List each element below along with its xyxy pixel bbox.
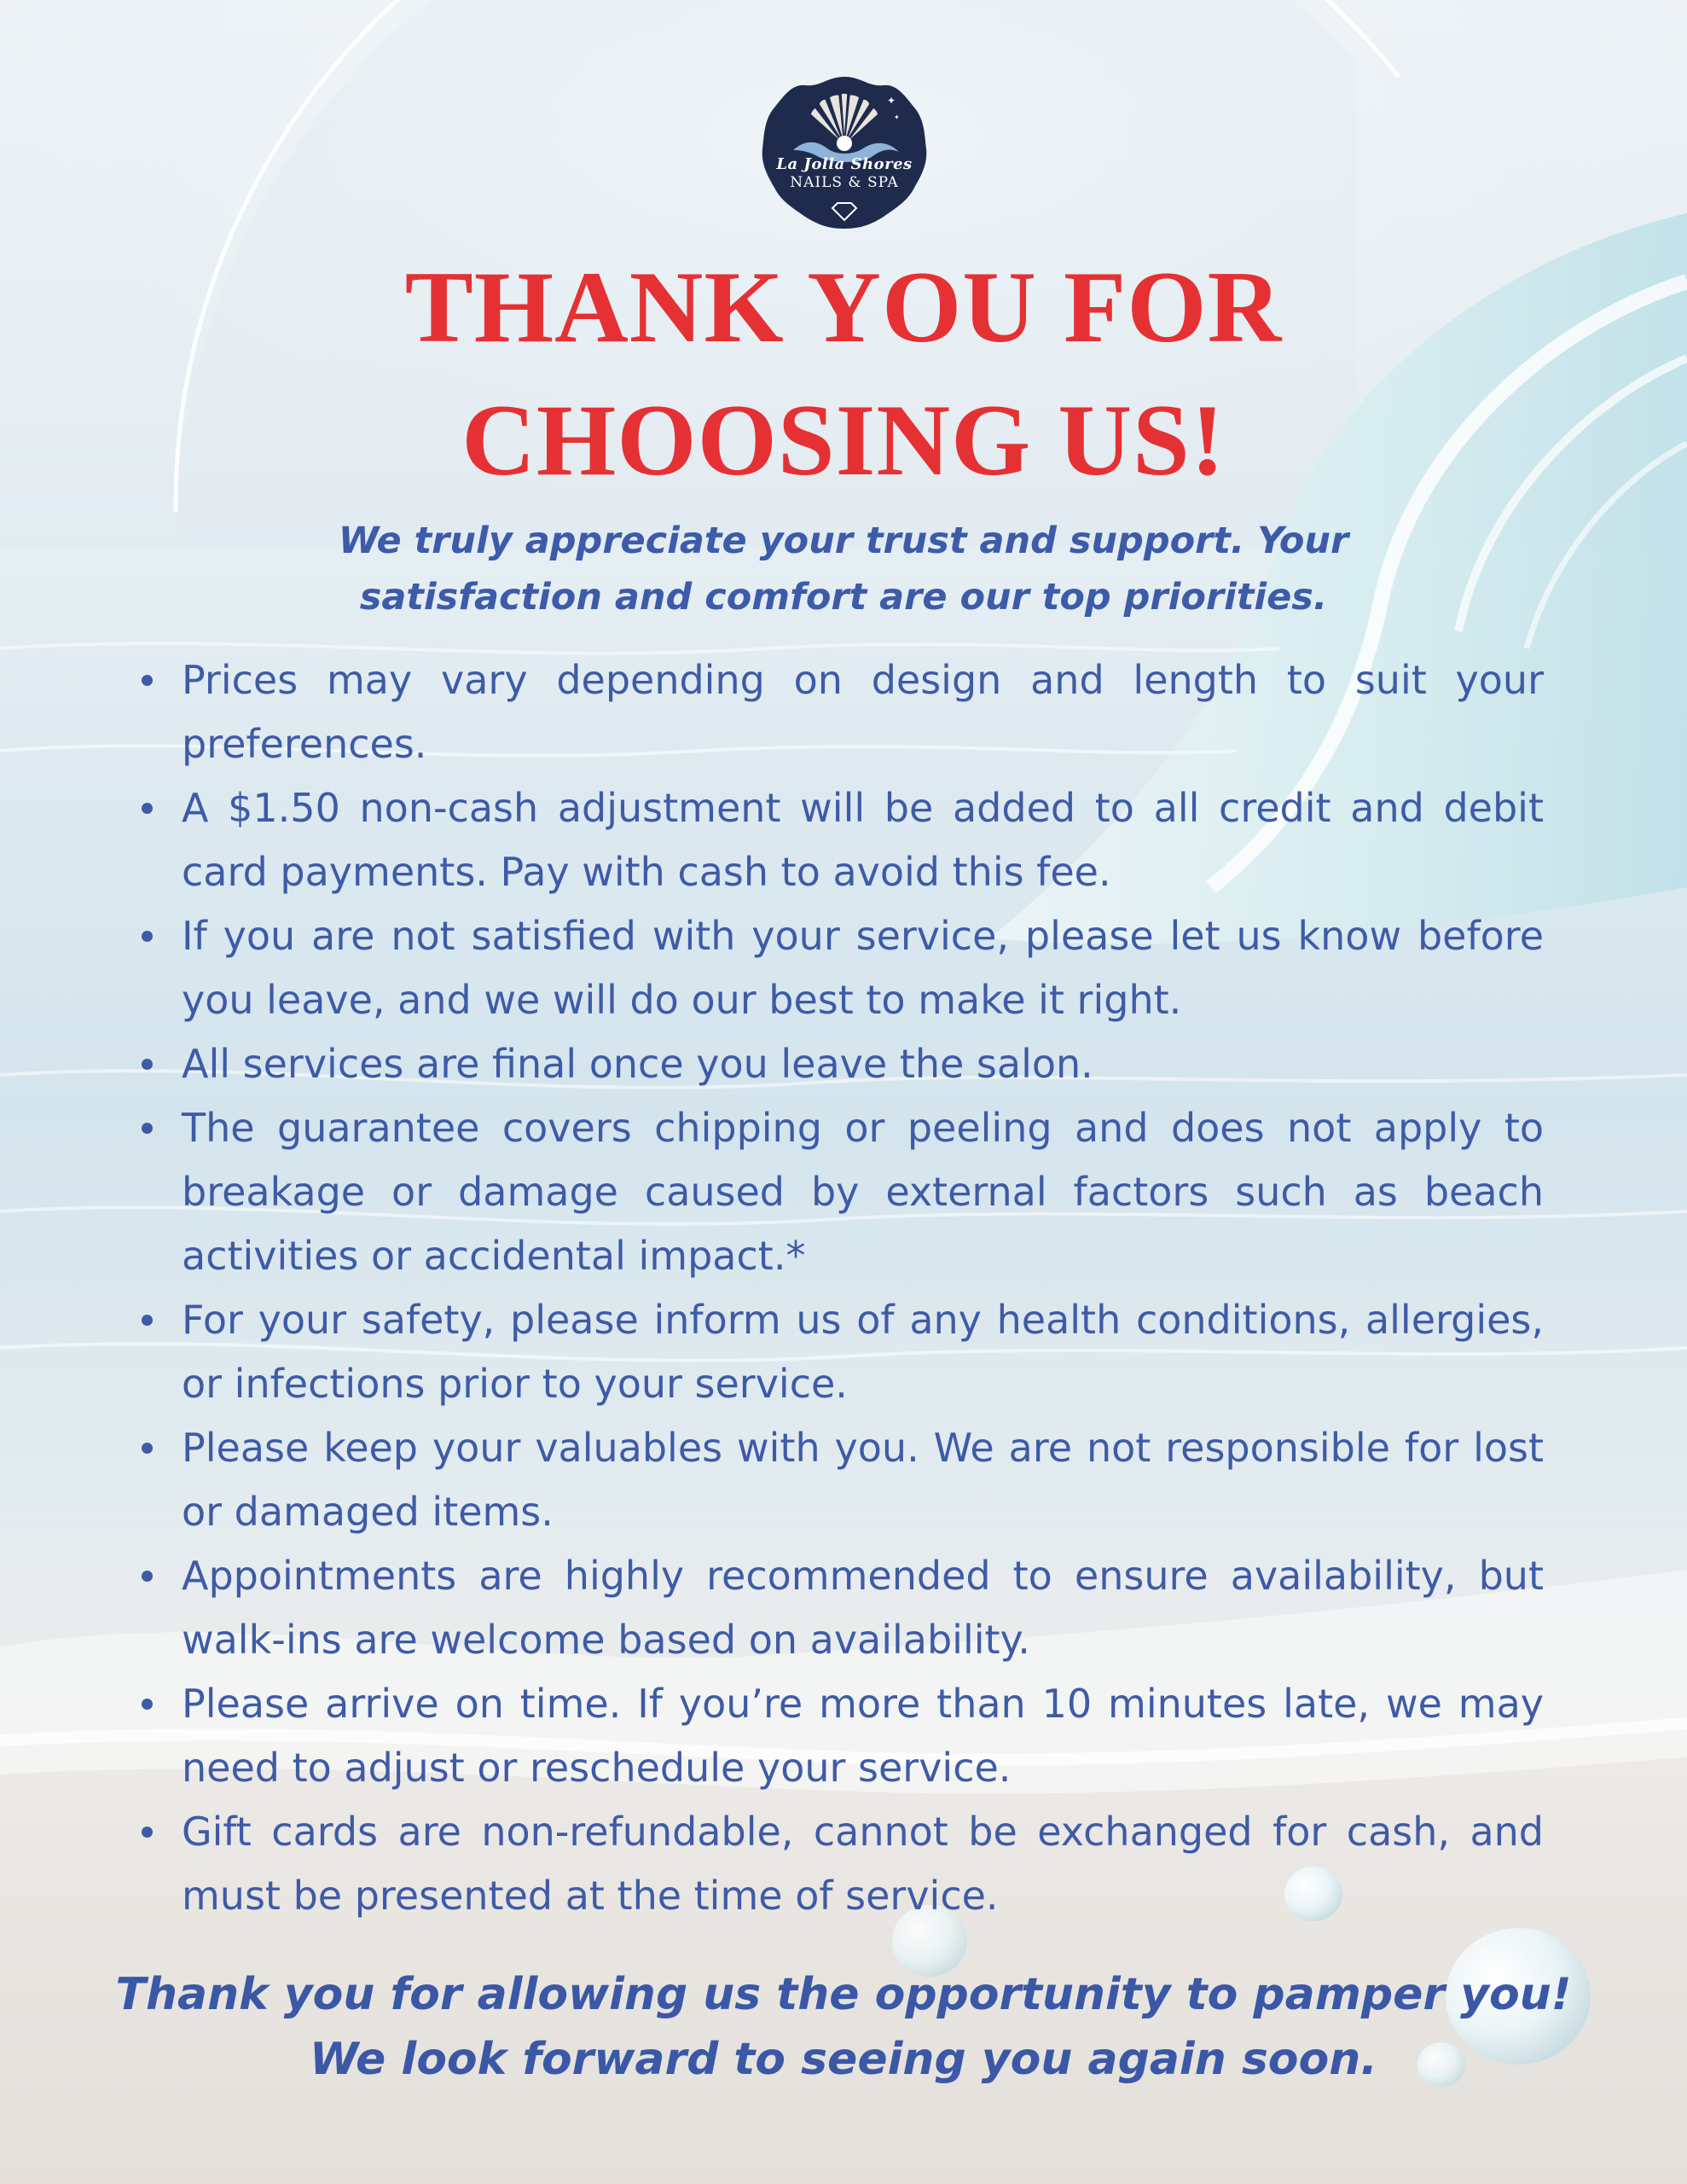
policy-text: Please arrive on time. If you’re more than 10 minutes late, we may need to adjust or reschedule your service. xyxy=(182,1681,1544,1791)
policy-item xyxy=(142,904,1544,1032)
policy-text: Please keep your valuables with you. We are not responsible for lost or damaged items. xyxy=(182,1425,1544,1535)
bullet-icon xyxy=(142,1571,153,1582)
headline-line-2: CHOOSING US! xyxy=(461,383,1226,497)
policy-item xyxy=(142,1800,1544,1928)
policy-item xyxy=(142,1032,1544,1096)
closing-line-1: Thank you for allowing us the opportunity to pamper you! xyxy=(115,1969,1572,2020)
bullet-icon xyxy=(142,1059,153,1070)
bullet-icon xyxy=(142,1827,153,1838)
policy-text: Gift cards are non-refundable, cannot be exchanged for cash, and must be presented at the time of service. xyxy=(182,1809,1544,1919)
bullet-icon xyxy=(142,931,153,942)
policy-text: Appointments are highly recommended to ensure availability, but walk-ins are welcome based on availability. xyxy=(182,1553,1544,1663)
policy-item xyxy=(142,1672,1544,1800)
policy-list xyxy=(142,648,1544,1928)
bullet-icon xyxy=(142,1443,153,1454)
policy-text: A $1.50 non-cash adjustment will be added to all credit and debit card payments. Pay with cash to avoid this fee. xyxy=(182,785,1544,895)
bullet-icon xyxy=(142,1123,153,1134)
logo-sparkle-icon: ✦ xyxy=(887,95,896,107)
policy-item xyxy=(142,1544,1544,1672)
policy-text: For your safety, please inform us of any health conditions, allergies, or infections prior to your service. xyxy=(182,1297,1544,1407)
policy-text: Prices may vary depending on design and length to suit your preferences. xyxy=(182,657,1544,767)
bullet-icon xyxy=(142,1699,153,1710)
logo-name: La Jolla Shores xyxy=(776,155,913,173)
logo-subtitle: NAILS & SPA xyxy=(790,174,899,191)
policy-item xyxy=(142,1416,1544,1544)
bullet-icon xyxy=(142,1315,153,1326)
intro-line-1: We truly appreciate your trust and support. Your xyxy=(338,520,1349,562)
policy-item xyxy=(142,776,1544,904)
bullet-icon xyxy=(142,803,153,814)
closing-line-2: We look forward to seeing you again soon. xyxy=(309,2034,1378,2085)
policy-item xyxy=(142,1288,1544,1416)
policy-item xyxy=(142,1096,1544,1288)
headline-line-1: THANK YOU FOR xyxy=(404,250,1283,363)
policy-text: If you are not satisfied with your service, please let us know before you leave, and we will do our best to make it right. xyxy=(182,913,1544,1023)
bullet-icon xyxy=(142,675,153,686)
policy-text: The guarantee covers chipping or peeling and does not apply to breakage or damage caused by external factors such as beach activities or accidental impact.* xyxy=(182,1105,1544,1279)
policy-text: All services are final once you leave the salon. xyxy=(182,1041,1093,1087)
pearl-icon xyxy=(837,136,852,151)
intro-line-2: satisfaction and comfort are our top priorities. xyxy=(359,576,1328,619)
salon-logo xyxy=(759,75,930,230)
logo-sparkle-icon: ✦ xyxy=(894,113,900,121)
policy-item xyxy=(142,648,1544,776)
